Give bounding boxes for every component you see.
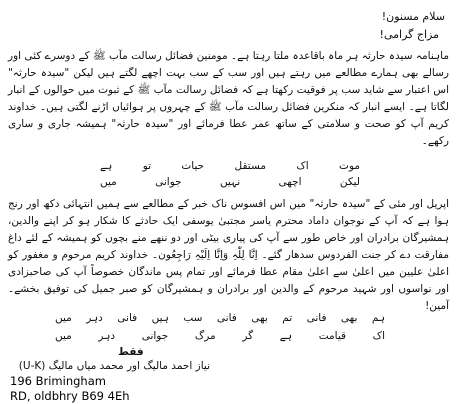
couplet-1-line-2: لیکن اچھی نہیں جوانی میں [100, 176, 360, 188]
closing-word: فقط [118, 346, 144, 358]
couplet-2-line-2: اک قیامت ہے گر مرگ جوانی دہر میں [55, 330, 385, 342]
paragraph-2: اپریل اور مئی کے "سیدہ حارثہ" میں اس افسوس ناک خبر کے مطالعے سے ہمیں انتہائی دکھ اور رنج ہوا ہے کہ آپ کے نوجوان داماد محترم یاسر مجتبیٰ یوسفی ایک حادثے کا شکار ہو کر اپنے والدین، ہمشیرگان برادران اور خاص طور سے آپ کی پیاری بیٹی اور دو ننھے منے بچوں کو ہمیشہ کے لئے داغ مفارقت دے کر جنت الفردوس سدھار گئے۔ اِنَّا لِلّٰہِ وَاِنَّا اِلَیْہِ رَاجِعُون۔ خداوند کریم مرحوم و مغفور کو اعلیٰ علیین میں اعلیٰ سے اعلیٰ مقام عطا فرمائے اور تمام پس ماندگان خصوصاً آپ کی صاحبزادی اور نواسوں اور شہید مرحوم کے والدین اور برادران و ہمشیرگان کو صبر جمیل کی توفیق بخشے۔ آمین! [8, 198, 449, 312]
paragraph-1: ماہنامہ سیدہ حارثہ ہر ماہ باقاعدہ ملتا رہتا ہے۔ مومنین فضائل رسالت مآب ﷺ کے دوسرے کئی اور رسالے بھی ہمارے مطالعے میں رہتے ہیں اور سب کے سب بہت اچھے لگتے ہیں لیکن "سیدہ حارثہ" اس اعتبار سے شاید سب پر فوقیت رکھتا ہے کہ فضائل رسالت مآب ﷺ کے ثبوت میں حوالوں کے انبار لگاتا ہے۔ ایسے انبار کہ منکرین فضائل رسالت مآب ﷺ کے چہروں پر ہوائیاں اڑنے لگتی ہیں۔ خداوند کریم آپ کو صحت و سلامتی کے ساتھ عمر عطا فرمائے اور "سیدہ حارثہ" ہمیشہ جاری و ساری رکھے۔ [8, 50, 449, 147]
signature: نیاز احمد مالیگ اور محمد میاں مالیگ (U-K) [18, 360, 210, 372]
address-line-2: RD, oldbhry B69 4Eh [10, 389, 130, 403]
salutation: مزاج گرامی! [379, 28, 439, 41]
address-line-1: 196 Brimingham [10, 374, 106, 388]
greeting: سلام مسنون! [381, 10, 445, 23]
couplet-1-line-1: موت اک مستقل حیات تو ہے [100, 160, 360, 172]
couplet-2-line-1: ہم بھی فانی تم بھی فانی سب ہیں فانی دہر میں [55, 312, 385, 324]
